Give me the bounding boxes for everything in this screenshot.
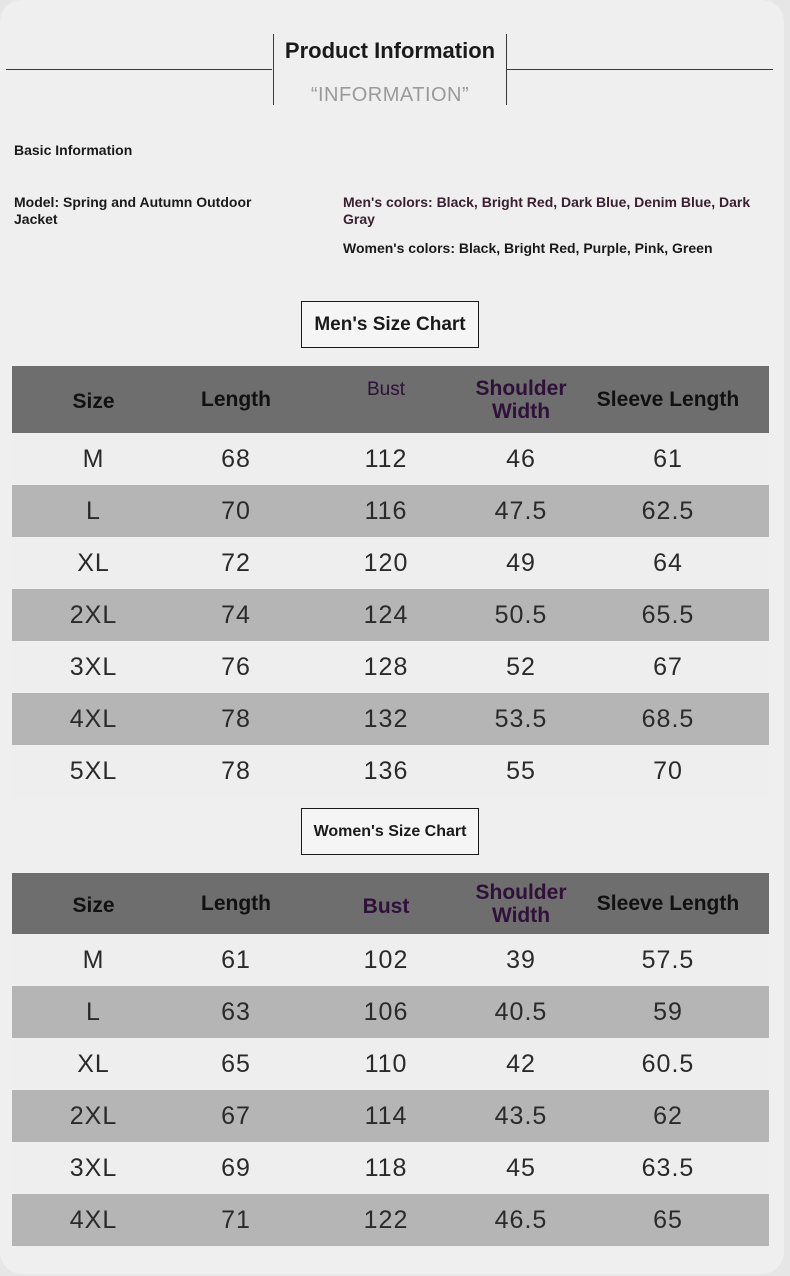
table-cell: 78 — [175, 745, 297, 797]
table-cell: 63.5 — [567, 1142, 769, 1194]
header-rule-right — [507, 69, 773, 70]
table-row — [12, 745, 769, 797]
table-row — [12, 1090, 769, 1142]
table-cell: 5XL — [12, 745, 175, 797]
womens-size-table — [12, 873, 769, 1246]
table-cell: 65.5 — [567, 589, 769, 641]
table-cell: 110 — [297, 1038, 475, 1090]
table-cell: 69 — [175, 1142, 297, 1194]
table-cell: 120 — [297, 537, 475, 589]
table-cell: 116 — [297, 485, 475, 537]
table-cell: 50.5 — [475, 589, 567, 641]
table-cell: 2XL — [12, 589, 175, 641]
table-cell: 61 — [175, 934, 297, 986]
header-rule-left — [6, 69, 272, 70]
header-size: Size — [12, 873, 175, 934]
table-cell: 55 — [475, 745, 567, 797]
header-size: Size — [12, 366, 175, 433]
table-cell: 78 — [175, 693, 297, 745]
table-cell: 61 — [567, 433, 769, 485]
basic-info-heading: Basic Information — [14, 142, 133, 158]
table-cell: 45 — [475, 1142, 567, 1194]
page-subtitle: “INFORMATION” — [310, 84, 470, 106]
table-cell: 46.5 — [475, 1194, 567, 1246]
table-cell: 4XL — [12, 1194, 175, 1246]
table-cell: 128 — [297, 641, 475, 693]
womens-colors-text: Women's colors: Black, Bright Red, Purple, Pink, Green — [343, 240, 713, 256]
table-cell: 60.5 — [567, 1038, 769, 1090]
table-cell: XL — [12, 537, 175, 589]
table-cell: 114 — [297, 1090, 475, 1142]
table-cell: 49 — [475, 537, 567, 589]
table-cell: 67 — [567, 641, 769, 693]
table-cell: 59 — [567, 986, 769, 1038]
header-length: Length — [175, 873, 297, 934]
table-cell: 3XL — [12, 641, 175, 693]
header-sleeve-length: Sleeve Length — [567, 873, 769, 934]
table-cell: 70 — [175, 485, 297, 537]
table-row — [12, 433, 769, 485]
table-cell: XL — [12, 1038, 175, 1090]
table-header-row — [12, 366, 769, 433]
page-title: Product Information — [284, 38, 496, 63]
table-cell: 4XL — [12, 693, 175, 745]
table-cell: 74 — [175, 589, 297, 641]
table-cell: M — [12, 433, 175, 485]
table-cell: 136 — [297, 745, 475, 797]
table-row — [12, 986, 769, 1038]
table-cell: 57.5 — [567, 934, 769, 986]
table-row — [12, 1038, 769, 1090]
mens-size-chart-label: Men's Size Chart — [301, 301, 479, 348]
table-cell: 2XL — [12, 1090, 175, 1142]
table-cell: 67 — [175, 1090, 297, 1142]
table-cell: 112 — [297, 433, 475, 485]
table-cell: 46 — [475, 433, 567, 485]
table-cell: 63 — [175, 986, 297, 1038]
table-cell: 40.5 — [475, 986, 567, 1038]
table-cell: 70 — [567, 745, 769, 797]
table-cell: 3XL — [12, 1142, 175, 1194]
table-cell: 43.5 — [475, 1090, 567, 1142]
table-cell: 122 — [297, 1194, 475, 1246]
table-row — [12, 485, 769, 537]
table-row — [12, 693, 769, 745]
table-cell: 71 — [175, 1194, 297, 1246]
table-cell: 65 — [175, 1038, 297, 1090]
table-cell: 62 — [567, 1090, 769, 1142]
header-shoulder-width: Shoulder Width — [475, 366, 567, 433]
table-row — [12, 934, 769, 986]
table-cell: 68.5 — [567, 693, 769, 745]
table-cell: 76 — [175, 641, 297, 693]
table-cell: 52 — [475, 641, 567, 693]
table-cell: 62.5 — [567, 485, 769, 537]
table-row — [12, 589, 769, 641]
table-cell: 68 — [175, 433, 297, 485]
table-cell: 64 — [567, 537, 769, 589]
table-row — [12, 641, 769, 693]
table-cell: M — [12, 934, 175, 986]
header-length: Length — [175, 366, 297, 433]
table-header-row — [12, 873, 769, 934]
table-cell: 39 — [475, 934, 567, 986]
table-cell: 132 — [297, 693, 475, 745]
table-cell: 47.5 — [475, 485, 567, 537]
table-cell: 65 — [567, 1194, 769, 1246]
table-cell: L — [12, 485, 175, 537]
mens-colors-text: Men's colors: Black, Bright Red, Dark Blue, Denim Blue, Dark Gray — [343, 194, 751, 227]
table-cell: 72 — [175, 537, 297, 589]
header-bust: Bust — [297, 366, 475, 433]
table-cell: 118 — [297, 1142, 475, 1194]
table-cell: 106 — [297, 986, 475, 1038]
mens-size-table — [12, 366, 769, 797]
table-cell: 42 — [475, 1038, 567, 1090]
womens-size-chart-label: Women's Size Chart — [301, 808, 479, 855]
table-row — [12, 1194, 769, 1246]
table-row — [12, 1142, 769, 1194]
table-row — [12, 537, 769, 589]
header-shoulder-width: Shoulder Width — [475, 873, 567, 934]
table-cell: 53.5 — [475, 693, 567, 745]
table-cell: L — [12, 986, 175, 1038]
table-cell: 102 — [297, 934, 475, 986]
header-bust: Bust — [297, 873, 475, 934]
table-cell: 124 — [297, 589, 475, 641]
header-sleeve-length: Sleeve Length — [567, 366, 769, 433]
model-text: Model: Spring and Autumn Outdoor Jacket — [14, 194, 252, 227]
